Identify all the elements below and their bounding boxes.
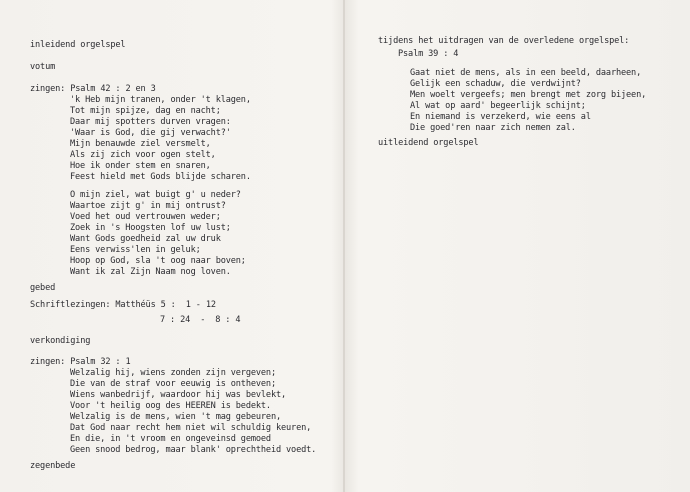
verse-line: Want Gods goedheid zal uw druk <box>70 234 221 244</box>
verse-line: Men woelt vergeefs; men brengt met zorg bijeen, <box>410 90 647 100</box>
readings-line-2: 7 : 24 - 8 : 4 <box>160 315 241 325</box>
verse-line: Hoop op God, sla 't oog naar boven; <box>70 256 246 266</box>
verse-line: Geen snood bedrog, maar blank' oprechtheid voedt. <box>70 445 317 455</box>
verse-line: Waartoe zijt g' in mij ontrust? <box>70 201 226 211</box>
verse-line: Eens verwiss'len in geluk; <box>70 245 201 255</box>
verse-line: Daar mij spotters durven vragen: <box>70 117 231 127</box>
outro-organ: uitleidend orgelspel <box>378 138 479 148</box>
right-page <box>345 0 690 492</box>
verse-line: Mijn benauwde ziel versmelt, <box>70 139 211 149</box>
verse-line: Die van de straf voor eeuwig is ontheven; <box>70 379 276 389</box>
verse-line: En niemand is verzekerd, wie eens al <box>410 112 591 122</box>
carry-out-organ: tijdens het uitdragen van de overledene orgelspel: <box>378 36 630 46</box>
verse-line: 'Waar is God, die gij verwacht?' <box>70 128 231 138</box>
verse-line: Gelijk een schaduw, die verdwijnt? <box>410 79 581 89</box>
verse-line: Want ik zal Zijn Naam nog loven. <box>70 267 231 277</box>
blessing: zegenbede <box>30 461 76 471</box>
psalm-39-heading: Psalm 39 : 4 <box>398 49 459 59</box>
verse-line: Voor 't heilig oog des HEEREN is bedekt. <box>70 401 271 411</box>
verse-line: Voed het oud vertrouwen weder; <box>70 212 221 222</box>
verse-line: Al wat op aard' begeerlijk schijnt; <box>410 101 586 111</box>
verse-line: Zoek in 's Hoogsten lof uw lust; <box>70 223 231 233</box>
verse-line: Feest hield met Gods blijde scharen. <box>70 172 251 182</box>
verse-line: Gaat niet de mens, als in een beeld, daarheen, <box>410 68 642 78</box>
verse-line: Welzalig hij, wiens zonden zijn vergeven; <box>70 368 276 378</box>
verse-line: Wiens wanbedrijf, waardoor hij was bevlekt, <box>70 390 287 400</box>
verse-line: Hoe ik onder stem en snaren, <box>70 161 211 171</box>
intro-organ: inleidend orgelspel <box>30 40 126 50</box>
prayer: gebed <box>30 283 56 293</box>
singing-heading-psalm-42: zingen: Psalm 42 : 2 en 3 <box>30 84 156 94</box>
verse-line: Die goed'ren naar zich nemen zal. <box>410 123 576 133</box>
votum: votum <box>30 62 56 72</box>
verse-line: En die, in 't vroom en ongeveinsd gemoed <box>70 434 271 444</box>
singing-heading-psalm-32: zingen: Psalm 32 : 1 <box>30 357 131 367</box>
sermon: verkondiging <box>30 336 91 346</box>
verse-line: Als zij zich voor ogen stelt, <box>70 150 216 160</box>
verse-line: Dat God naar recht hem niet wil schuldig keuren, <box>70 423 312 433</box>
left-page <box>0 0 343 492</box>
verse-line: 'k Heb mijn tranen, onder 't klagen, <box>70 95 251 105</box>
verse-line: Tot mijn spijze, dag en nacht; <box>70 106 221 116</box>
verse-line: Welzalig is de mens, wien 't mag gebeuren, <box>70 412 282 422</box>
verse-line: O mijn ziel, wat buigt g' u neder? <box>70 190 241 200</box>
readings-line-1: Schriftlezingen: Matthéüs 5 : 1 - 12 <box>30 300 216 310</box>
